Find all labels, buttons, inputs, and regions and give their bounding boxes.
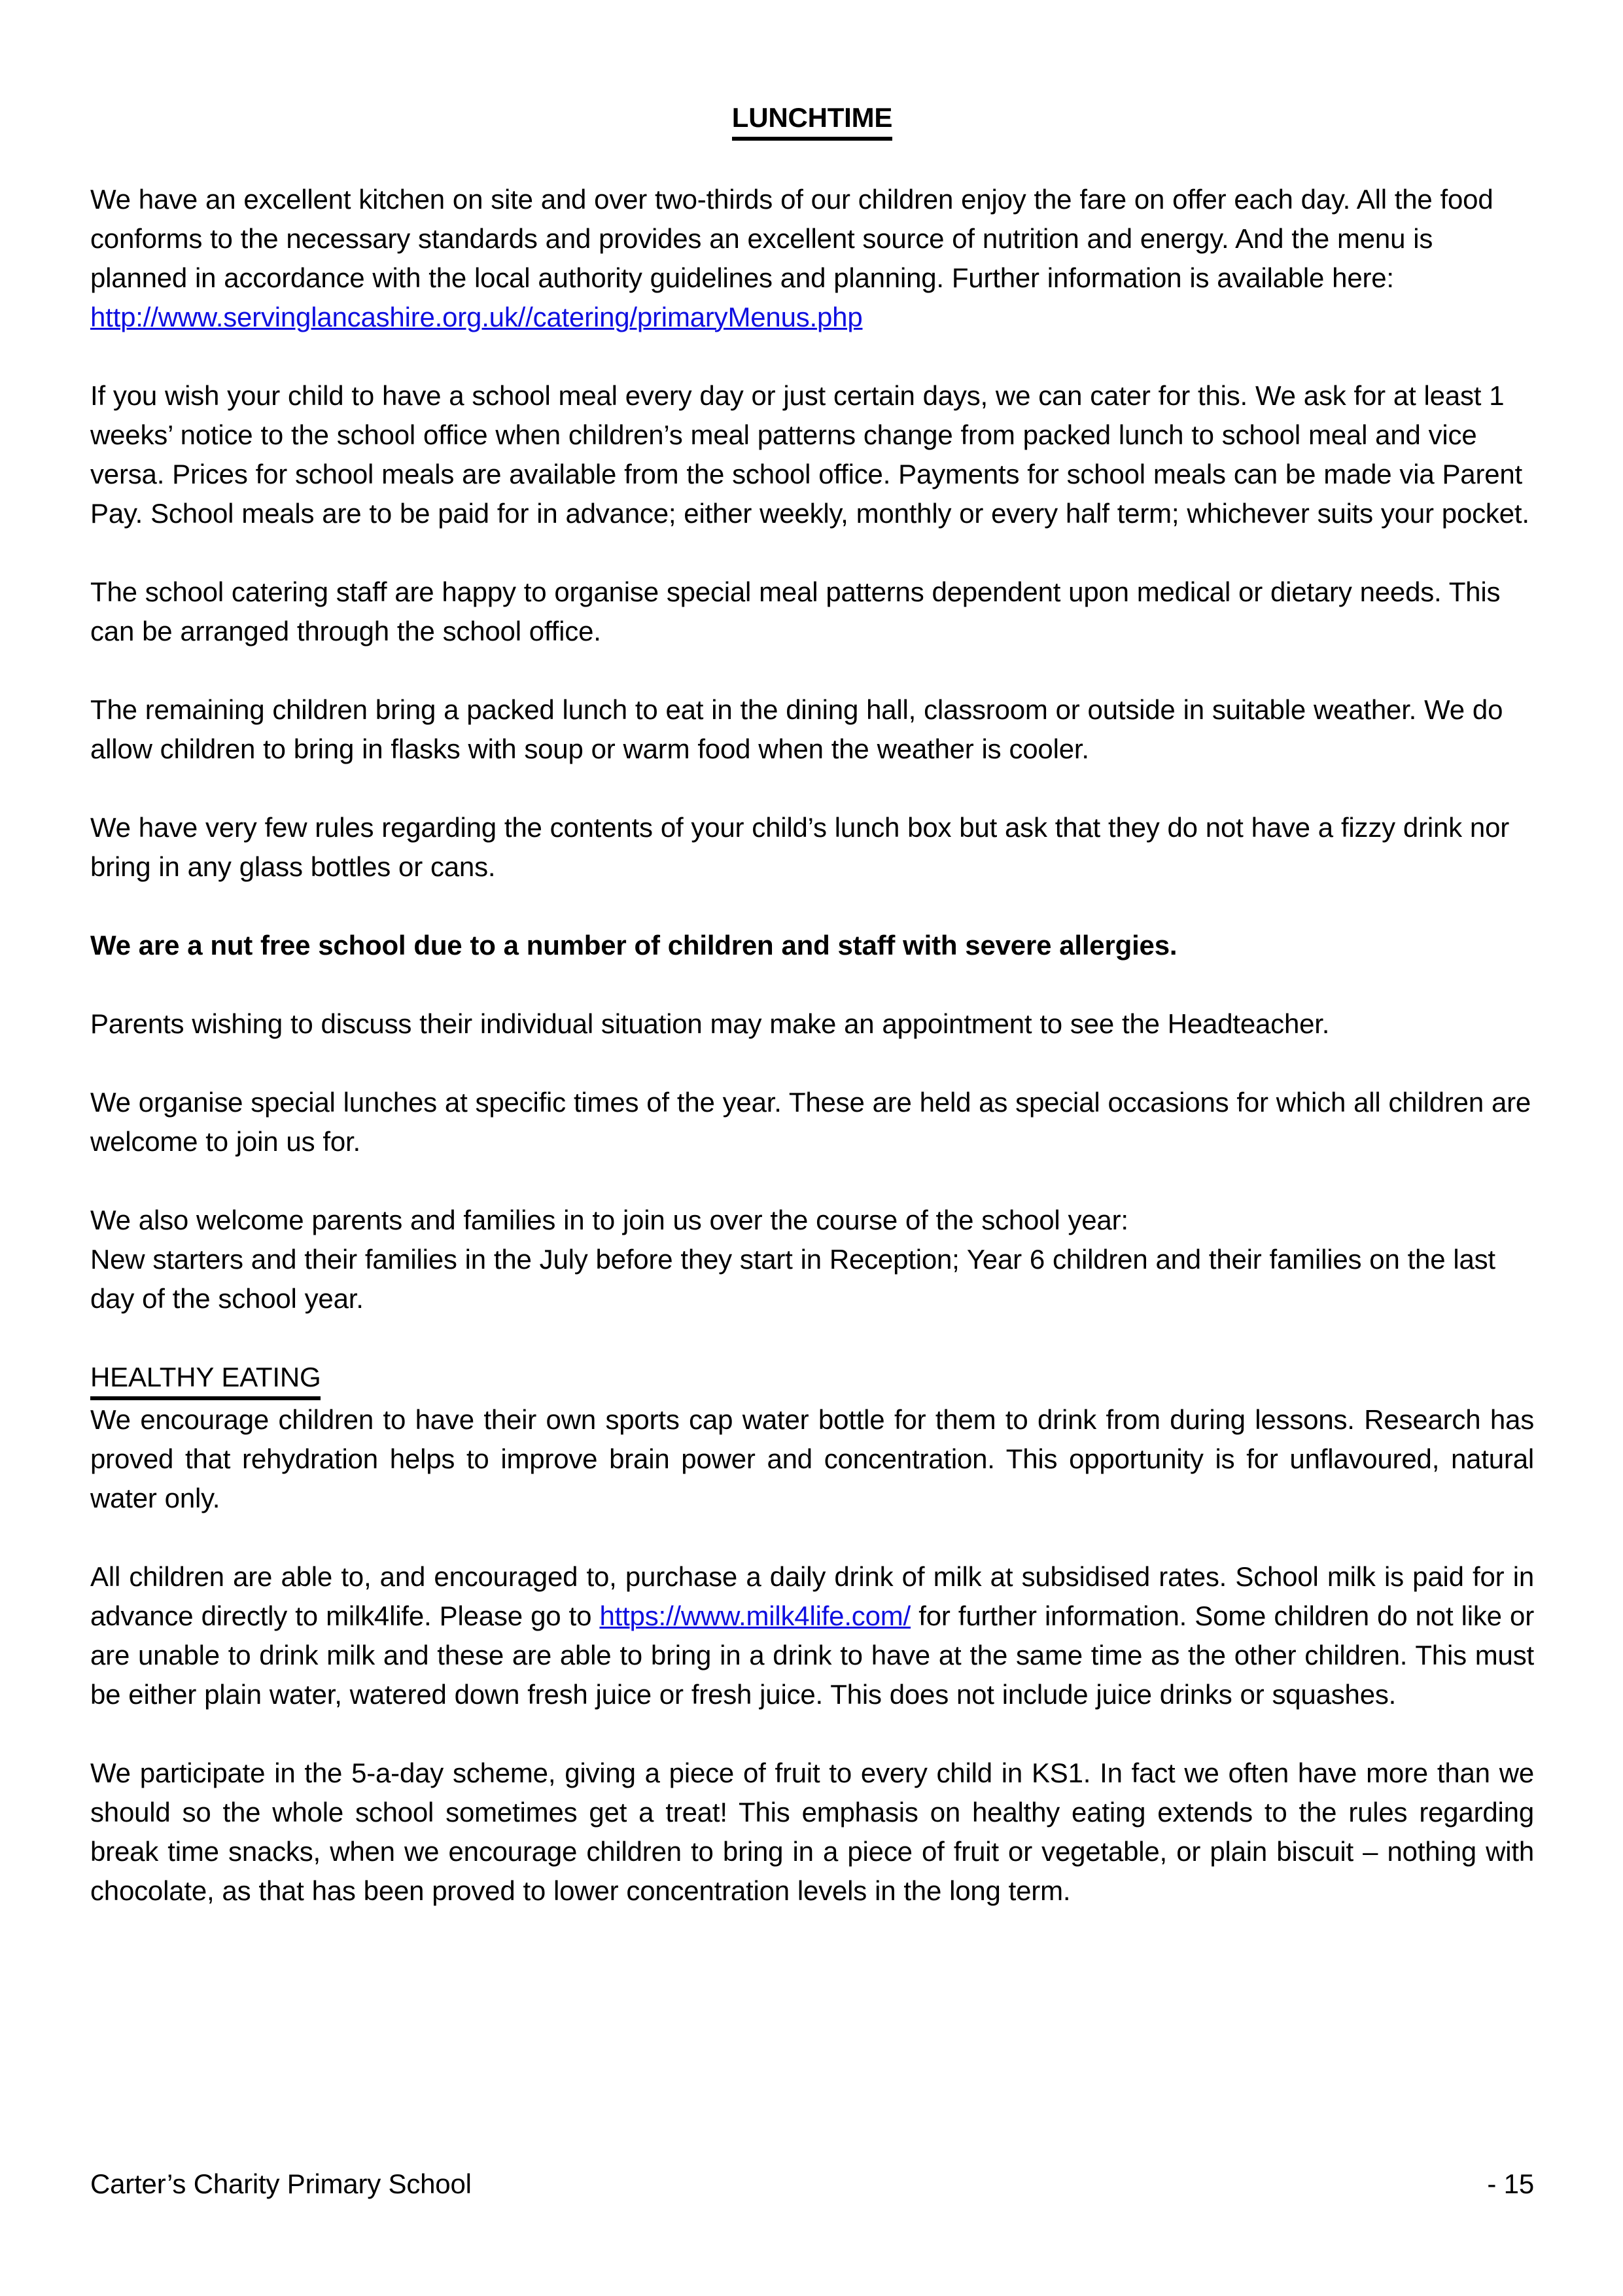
paragraph-milk-before: All children are able to, and encouraged to, purchase a daily drink of milk at subsidised rates. School milk is paid for in advance directly to milk4life. Please go to bbox=[90, 1561, 1534, 1631]
paragraph-kitchen-text: We have an excellent kitchen on site and over two-thirds of our children enjoy the fare on offer each day. All the food conforms to the necessary standards and provides an excellent source of nutrition and energy. And the menu is planned in accordance with the local authority guidelines and planning. Further information is available here: bbox=[90, 184, 1493, 293]
page-title-text: LUNCHTIME bbox=[732, 101, 893, 141]
heading-healthy-eating-text: HEALTHY EATING bbox=[90, 1361, 321, 1400]
paragraph-welcome-families-line2: New starters and their families in the July before they start in Reception; Year 6 children and their families on the last day of the school year. bbox=[90, 1244, 1495, 1314]
paragraph-packed-lunch: The remaining children bring a packed lunch to eat in the dining hall, classroom or outside in suitable weather. We do allow children to bring in flasks with soup or warm food when the weather is cooler. bbox=[90, 694, 1503, 764]
footer-school-name: Carter’s Charity Primary School bbox=[90, 2168, 472, 2199]
paragraph-milk-after: for further information. Some children do not like or are unable to drink milk and these are able to bring in a drink to have at the same time as the other children. This must be either plain water, watered down fresh juice or fresh juice. This does not include juice drinks or squashes. bbox=[90, 1600, 1534, 1710]
heading-healthy-eating bbox=[90, 1358, 1534, 1400]
document-content bbox=[90, 98, 1534, 1950]
page-title bbox=[90, 98, 1534, 141]
paragraph-lunchbox-rules: We have very few rules regarding the contents of your child’s lunch box but ask that they do not have a fizzy drink nor bring in any glass bottles or cans. bbox=[90, 812, 1510, 882]
page-footer bbox=[90, 2164, 1534, 2204]
paragraph-headteacher-appointment: Parents wishing to discuss their individual situation may make an appointment to see the Headteacher. bbox=[90, 1008, 1330, 1039]
link-serving-lancashire[interactable]: http://www.servinglancashire.org.uk//catering/primaryMenus.php bbox=[90, 302, 863, 332]
paragraph-catering-staff: The school catering staff are happy to organise special meal patterns dependent upon medical or dietary needs. This can be arranged through the school office. bbox=[90, 576, 1501, 646]
paragraph-welcome-families-line1: We also welcome parents and families in to join us over the course of the school year: bbox=[90, 1205, 1128, 1235]
paragraph-special-lunches: We organise special lunches at specific times of the year. These are held as special occasions for which all children are welcome to join us for. bbox=[90, 1087, 1531, 1157]
link-milk4life[interactable]: https://www.milk4life.com/ bbox=[599, 1600, 911, 1631]
paragraph-welcome-families bbox=[90, 1201, 1534, 1318]
paragraph-milk bbox=[90, 1557, 1534, 1714]
footer-page-number: - 15 bbox=[1487, 2168, 1534, 2199]
paragraph-nut-free-school: We are a nut free school due to a number of children and staff with severe allergies. bbox=[90, 930, 1178, 961]
paragraph-kitchen bbox=[90, 180, 1534, 337]
paragraph-school-meals: If you wish your child to have a school meal every day or just certain days, we can cater for this. We ask for at least 1 weeks’ notice to the school office when children’s meal patterns change from packed lunch to school meal and vice versa. Prices for school meals are available from the school office. Payments for school meals can be made via Parent Pay. School meals are to be paid for in advance; either weekly, monthly or every half term; whichever suits your pocket. bbox=[90, 380, 1529, 529]
paragraph-five-a-day: We participate in the 5-a-day scheme, giving a piece of fruit to every child in KS1. In fact we often have more than we should so the whole school sometimes get a treat! This emphasis on healthy eating extends to the rules regarding break time snacks, when we encourage children to bring in a piece of fruit or vegetable, or plain biscuit – nothing with chocolate, as that has been proved to lower concentration levels in the long term. bbox=[90, 1757, 1534, 1906]
paragraph-water-bottle: We encourage children to have their own sports cap water bottle for them to drink from during lessons. Research has proved that rehydration helps to improve brain power and concentration. This opportunity is for unflavoured, natural water only. bbox=[90, 1404, 1534, 1513]
